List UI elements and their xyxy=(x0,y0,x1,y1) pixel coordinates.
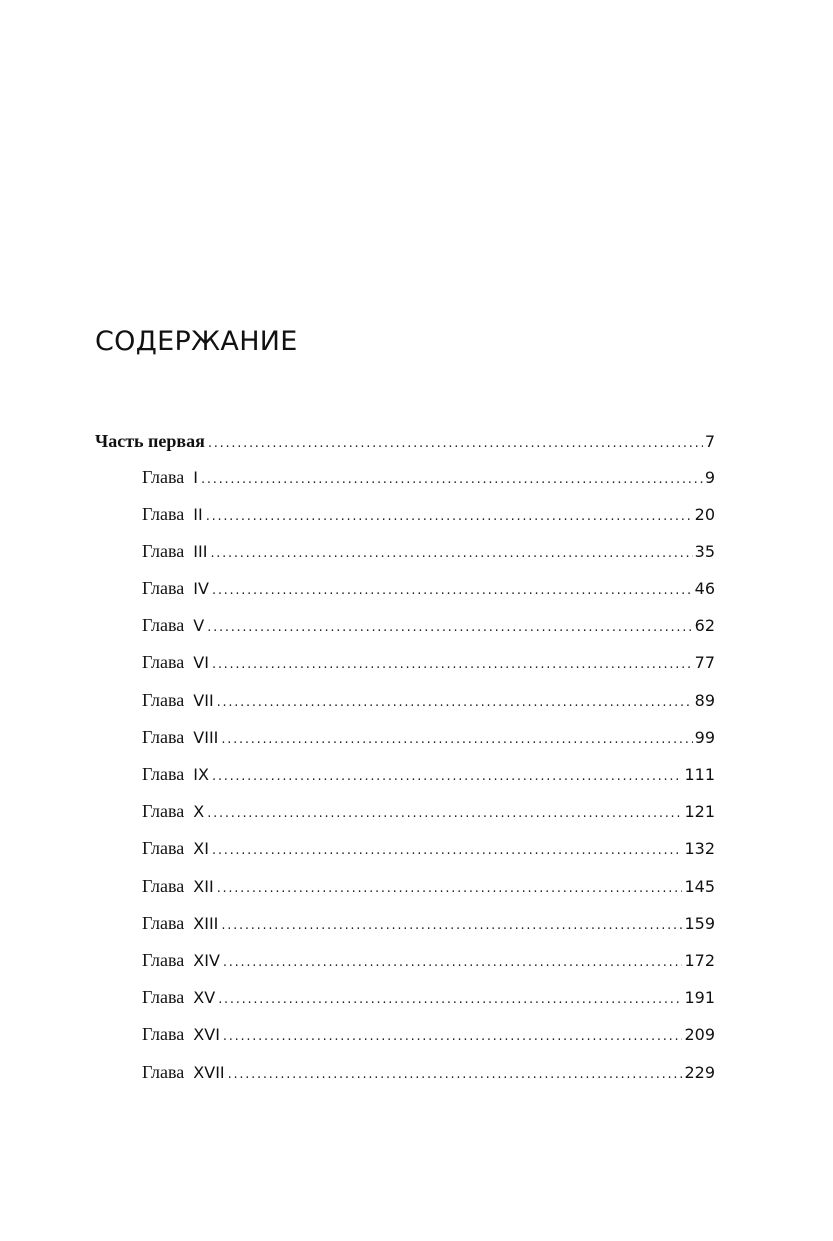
dot-leader xyxy=(207,806,682,821)
toc-chapter-entry xyxy=(95,876,715,913)
toc-chapter-label xyxy=(142,950,220,971)
dot-leader xyxy=(223,1029,683,1044)
toc-chapter-label xyxy=(142,615,204,636)
toc-chapter-entry xyxy=(95,541,715,578)
dot-leader xyxy=(212,657,693,672)
toc-page-number: 145 xyxy=(684,876,715,896)
toc-chapter-entry xyxy=(95,578,715,615)
dot-leader xyxy=(207,620,692,635)
toc-chapter-number: IV xyxy=(193,579,209,599)
toc-page-number: 209 xyxy=(684,1025,715,1045)
toc-chapter-label xyxy=(142,838,209,859)
toc-page-number: 159 xyxy=(684,913,715,933)
toc-chapter-entry xyxy=(95,987,715,1024)
toc-chapter-number: I xyxy=(193,467,198,487)
toc-chapter-word: Глава xyxy=(142,689,185,710)
toc-page-number: 62 xyxy=(694,616,715,636)
toc-page-number: 191 xyxy=(684,988,715,1008)
toc-chapter-number: III xyxy=(193,541,208,561)
toc-chapter-entry xyxy=(95,727,715,764)
toc-page-number: 132 xyxy=(684,839,715,859)
toc-part-label: Часть первая xyxy=(95,431,205,451)
toc-chapter-word: Глава xyxy=(142,466,185,487)
dot-leader xyxy=(221,918,682,933)
dot-leader xyxy=(221,732,692,747)
toc-chapter-word: Глава xyxy=(142,764,185,784)
toc-chapter-entry xyxy=(95,764,715,801)
toc-page-number: 77 xyxy=(694,653,715,673)
dot-leader xyxy=(217,695,693,710)
toc-chapter-label xyxy=(142,1062,225,1083)
toc-page-number: 99 xyxy=(694,727,715,747)
toc-chapter-number: IX xyxy=(193,765,209,784)
toc-chapter-word: Глава xyxy=(142,987,185,1008)
toc-chapter-word: Глава xyxy=(142,540,185,561)
dot-leader xyxy=(212,583,693,598)
toc-page-number: 46 xyxy=(694,579,715,599)
toc-chapter-number: X xyxy=(193,802,205,822)
dot-leader xyxy=(208,436,703,451)
toc-chapter-word: Глава xyxy=(142,875,185,896)
toc-chapter-word: Глава xyxy=(142,912,185,933)
toc-page-number: 7 xyxy=(704,432,715,451)
toc-chapter-label xyxy=(142,690,214,711)
toc-chapter-number: XIV xyxy=(193,950,220,970)
toc-chapter-number: II xyxy=(193,504,203,524)
toc-chapter-number: VI xyxy=(193,653,209,673)
toc-chapter-entry xyxy=(95,913,715,950)
table-of-contents xyxy=(95,431,715,1099)
toc-chapter-label xyxy=(142,541,207,562)
toc-chapter-word: Глава xyxy=(142,1024,185,1045)
toc-chapter-number: XVII xyxy=(193,1062,225,1082)
toc-chapter-entry xyxy=(95,838,715,875)
toc-chapter-label xyxy=(142,913,218,934)
toc-chapter-label xyxy=(142,1024,220,1045)
dot-leader xyxy=(212,769,682,784)
toc-chapter-label xyxy=(142,987,215,1008)
dot-leader xyxy=(206,509,693,524)
toc-chapter-word: Глава xyxy=(142,838,185,859)
toc-chapter-entry xyxy=(95,652,715,689)
toc-chapter-label xyxy=(142,578,209,599)
dot-leader xyxy=(217,881,683,896)
toc-chapter-word: Глава xyxy=(142,615,185,636)
toc-page-number: 111 xyxy=(684,765,715,784)
toc-chapter-label xyxy=(142,876,214,897)
toc-chapter-word: Глава xyxy=(142,1061,185,1082)
toc-chapter-number: XIII xyxy=(193,913,219,933)
dot-leader xyxy=(223,955,683,970)
toc-chapter-entry xyxy=(95,1024,715,1061)
toc-chapter-label xyxy=(142,801,204,822)
toc-chapter-word: Глава xyxy=(142,801,185,822)
toc-chapter-label xyxy=(142,652,209,673)
toc-chapter-word: Глава xyxy=(142,726,185,747)
toc-chapter-word: Глава xyxy=(142,652,185,673)
toc-chapter-entry xyxy=(95,615,715,652)
toc-chapter-word: Глава xyxy=(142,503,185,524)
toc-chapter-entry xyxy=(95,690,715,727)
dot-leader xyxy=(218,992,682,1007)
toc-chapter-number: XII xyxy=(193,876,214,896)
toc-chapter-label xyxy=(142,467,198,488)
dot-leader xyxy=(212,843,682,858)
toc-page-number: 172 xyxy=(684,950,715,970)
dot-leader xyxy=(201,472,703,487)
toc-page-number: 20 xyxy=(694,504,715,524)
toc-chapter-number: XI xyxy=(193,839,209,859)
toc-chapter-label xyxy=(142,764,209,785)
dot-leader xyxy=(228,1067,683,1082)
toc-chapter-number: XVI xyxy=(193,1025,220,1045)
toc-chapter-label xyxy=(142,727,218,748)
toc-chapter-label xyxy=(142,504,203,525)
toc-chapter-number: VII xyxy=(193,690,214,710)
toc-part-entry xyxy=(95,431,715,467)
toc-chapter-number: XV xyxy=(193,988,216,1008)
toc-page-number: 9 xyxy=(704,467,715,487)
toc-chapter-word: Глава xyxy=(142,949,185,970)
toc-chapter-entry xyxy=(95,950,715,987)
toc-page-number: 89 xyxy=(694,690,715,710)
toc-chapter-entry xyxy=(95,801,715,838)
toc-chapter-number: VIII xyxy=(193,727,219,747)
toc-chapter-number: V xyxy=(193,616,205,636)
page-title: СОДЕРЖАНИЕ xyxy=(95,326,298,357)
dot-leader xyxy=(210,546,692,561)
toc-page-number: 229 xyxy=(684,1062,715,1082)
toc-chapter-entry xyxy=(95,467,715,504)
toc-page-number: 121 xyxy=(684,802,715,822)
toc-page-number: 35 xyxy=(694,541,715,561)
toc-chapter-word: Глава xyxy=(142,578,185,599)
toc-chapter-entry xyxy=(95,1062,715,1099)
toc-chapter-entry xyxy=(95,504,715,541)
